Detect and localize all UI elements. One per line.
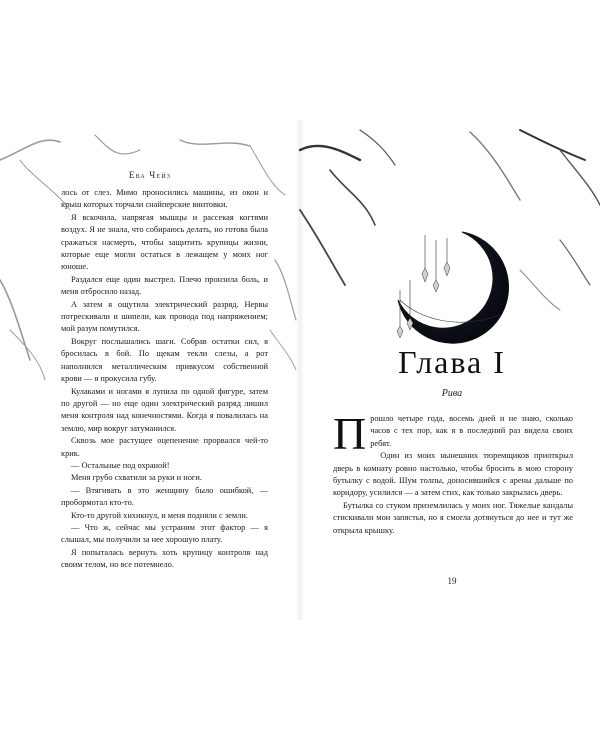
- page-number: 19: [447, 576, 457, 586]
- paragraph: Бутылка со стуком приземлилась у моих ног. Тяжелые кандалы стискивали мои запястья, но я смогла дотянуться до нее и тут же открыла крышку.: [333, 500, 573, 535]
- paragraph: А затем я ощутила электрический разряд. Нервы потрескивали и шипели, как провода под напряжением; мой разум помутился.: [61, 299, 268, 334]
- paragraph: лось от слез. Мимо проносились машины, из окон и крыш которых торчали снайперские винтовки.: [61, 188, 268, 210]
- paragraph: Меня грубо схватили за руки и ноги.: [71, 473, 202, 483]
- chapter-subtitle: Рива: [441, 388, 463, 399]
- drop-cap: П: [333, 408, 367, 459]
- crescent-moon-icon: [397, 232, 509, 343]
- paragraph: Кулаками и ногами я лупила по одной фигуре, затем по другой — но еще один электрический разряд лишил меня контроля над конечностями. Когда я повалилась на землю, мир вокруг затуманился.: [61, 386, 268, 433]
- paragraph: — Втягивать в это женщину было ошибкой, — пробормотал кто-то.: [61, 485, 268, 508]
- right-page-body: [333, 408, 573, 537]
- paragraph: Я попыталась вернуть хоть крупицу контроля над своим телом, но все потемнело.: [61, 547, 268, 570]
- left-page-body: [61, 187, 268, 572]
- paragraph: Сквозь мое растущее оцепенение прорвался чей-то крик.: [61, 436, 268, 458]
- paragraph: Я вскочила, напрягая мышцы и рассекая когтями воздух. Я не знала, что собираюсь делать, но готова была сражаться насмерть, чтобы защитить крупицы жизни, которые еще могли остаться в лежащем у моих ног юноше.: [61, 212, 268, 272]
- opening-paragraph-text: рошло четыре года, восемь дней и не знаю, сколько часов с тех пор, как я в последний раз видела своих ребят.: [370, 414, 573, 448]
- paragraph: — Остальные под охраной!: [71, 460, 170, 470]
- paragraph: — Что ж, сейчас мы устраним этот фактор — я слышал, мы получили за нее хорошую плату.: [61, 522, 268, 545]
- paragraph: Вокруг послышались шаги. Собрав остатки сил, я бросилась в бой. По щекам текли слезы, а рот наполнился металлическим привкусом собственной крови — я прокусила губу.: [61, 336, 268, 384]
- running-head-author: Ева Чейз: [128, 170, 172, 180]
- paragraph: Кто-то другой хихикнул, и меня подняли с земли.: [71, 510, 248, 520]
- paragraph: Раздался еще один выстрел. Плечо пронзила боль, и меня отбросило назад.: [61, 274, 268, 297]
- opening-paragraph: [333, 408, 573, 459]
- paragraph: Один из моих нынешних тюремщиков приоткрыл дверь в комнату ровно настолько, чтобы бросить в мою сторону бутылку с водой. Шум толпы, доносившийся с арены дальше по коридору, усилился — а затем стих, как только закрылась дверь.: [333, 451, 573, 498]
- book-gutter: [296, 120, 304, 620]
- chapter-title: Глава I: [398, 344, 506, 380]
